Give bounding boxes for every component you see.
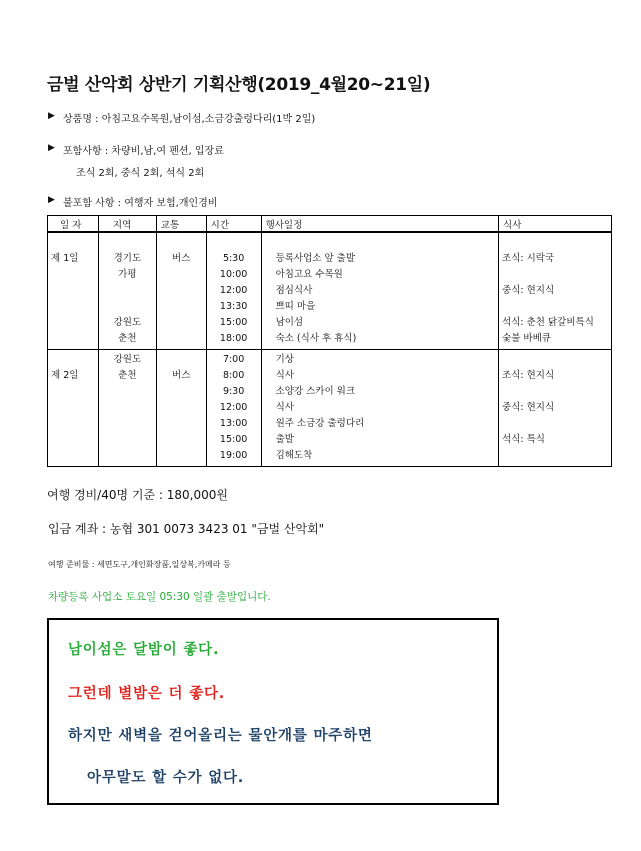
poem-line-4: 아무말도 할 수가 없다. <box>87 770 245 786</box>
event-line: 기상 <box>275 354 294 365</box>
header-transport: 교통 <box>156 216 206 233</box>
region-cell <box>98 350 156 467</box>
departure-notice: 차량등록 사업소 토요일 05:30 일괄 출발입니다. <box>48 591 271 603</box>
event-line: 원주 소금강 출렁다리 <box>275 418 365 429</box>
event-line: 숙소 (식사 후 휴식) <box>275 333 357 344</box>
event-line: 식사 <box>275 402 294 413</box>
day-cell <box>48 232 99 350</box>
region-line: 춘천 <box>118 333 137 344</box>
table-row <box>48 350 612 467</box>
event-line: 식사 <box>275 370 294 381</box>
event-line: 남이섬 <box>275 317 304 328</box>
bank-account: 입금 계좌 : 농협 301 0073 3423 01 "금벌 산악회" <box>48 522 325 536</box>
poem-line-3: 하지만 새벽을 걷어올리는 물안개를 마주하면 <box>68 728 373 744</box>
event-line: 등록사업소 앞 출발 <box>275 253 356 264</box>
time-line: 12:00 <box>219 402 248 413</box>
trip-cost: 여행 경비/40명 기준 : 180,000원 <box>47 488 228 502</box>
meal-line <box>502 352 611 368</box>
time-cell <box>206 232 261 350</box>
time-line: 5:30 <box>222 253 245 264</box>
time-line: 13:00 <box>219 418 248 429</box>
time-line: 12:00 <box>219 285 248 296</box>
event-line: 소양강 스카이 워크 <box>275 386 356 397</box>
day-cell <box>48 350 99 467</box>
schedule-table <box>47 215 612 467</box>
time-line: 8:00 <box>222 370 245 381</box>
event-line: 김해도착 <box>275 450 313 461</box>
meals-cell <box>499 350 612 467</box>
table-header-row <box>48 216 612 233</box>
meal-line <box>502 384 611 400</box>
region-line: 강원도 <box>113 354 142 365</box>
info-meals: 조식 2회, 중식 2회, 석식 2회 <box>76 168 205 179</box>
meal-line: 석식: 춘천 닭갈비특식 <box>502 317 594 328</box>
events-cell <box>261 232 498 350</box>
event-line: 점심식사 <box>275 285 313 296</box>
transport-cell <box>156 350 206 467</box>
transport-label: 버스 <box>172 253 191 264</box>
transport-cell <box>156 232 206 350</box>
meal-line: 중식: 현지식 <box>502 402 555 413</box>
time-line: 19:00 <box>219 450 248 461</box>
info-product: 상품명 : 아침고요수목원,남이섬,소금강출렁다리(1박 2일) <box>63 114 316 125</box>
meal-line: 조식: 현지식 <box>502 370 555 381</box>
meal-line <box>502 448 611 464</box>
header-day: 일 자 <box>48 216 99 233</box>
packing-list: 여행 준비물 : 세면도구,개인화장품,일상복,카메라 등 <box>48 560 231 569</box>
header-time: 시간 <box>206 216 261 233</box>
time-line: 10:00 <box>219 269 248 280</box>
bullet-icon: ▶ <box>48 195 55 205</box>
region-line <box>99 283 156 299</box>
time-line: 15:00 <box>219 434 248 445</box>
event-line: 출발 <box>275 434 294 445</box>
info-excluded: 불포함 사항 : 여행자 보험,개인경비 <box>63 198 218 209</box>
time-line: 15:00 <box>219 317 248 328</box>
meal-line: 석식: 특식 <box>502 434 545 445</box>
poem-line-2: 그런데 별밤은 더 좋다. <box>68 686 226 702</box>
meal-line: 중식: 현지식 <box>502 285 555 296</box>
day-label: 제 2일 <box>51 370 79 381</box>
transport-label: 버스 <box>172 370 191 381</box>
header-events: 행사일정 <box>261 216 498 233</box>
page-title: 금벌 산악회 상반기 기획산행(2019_4월20~21일) <box>47 75 431 95</box>
region-line: 춘천 <box>118 370 137 381</box>
header-region: 지역 <box>98 216 156 233</box>
time-cell <box>206 350 261 467</box>
meal-line: 조식: 시락국 <box>502 253 555 264</box>
header-meals: 식사 <box>499 216 612 233</box>
meal-line: 숯불 바베큐 <box>502 333 551 344</box>
poem-box <box>47 618 499 805</box>
meal-line <box>502 299 611 315</box>
table-row <box>48 232 612 350</box>
region-line: 강원도 <box>113 317 142 328</box>
time-line: 13:30 <box>219 301 248 312</box>
meals-cell <box>499 232 612 350</box>
meal-line <box>502 416 611 432</box>
event-line: 아침고요 수목원 <box>275 269 343 280</box>
meal-line <box>502 267 611 283</box>
events-cell <box>261 350 498 467</box>
event-line: 쁘띠 마을 <box>275 301 316 312</box>
time-line: 9:30 <box>222 386 245 397</box>
day-label: 제 1일 <box>51 253 79 264</box>
poem-line-1: 남이섬은 달밤이 좋다. <box>68 642 220 658</box>
info-included: 포함사항 : 차량비,남,여 펜션, 입장료 <box>63 146 224 157</box>
region-line <box>99 299 156 315</box>
time-line: 7:00 <box>222 354 245 365</box>
time-line: 18:00 <box>219 333 248 344</box>
bullet-icon: ▶ <box>48 111 55 121</box>
region-line: 경기도 <box>113 253 142 264</box>
region-line: 가평 <box>118 269 137 280</box>
region-cell <box>98 232 156 350</box>
bullet-icon: ▶ <box>48 143 55 153</box>
